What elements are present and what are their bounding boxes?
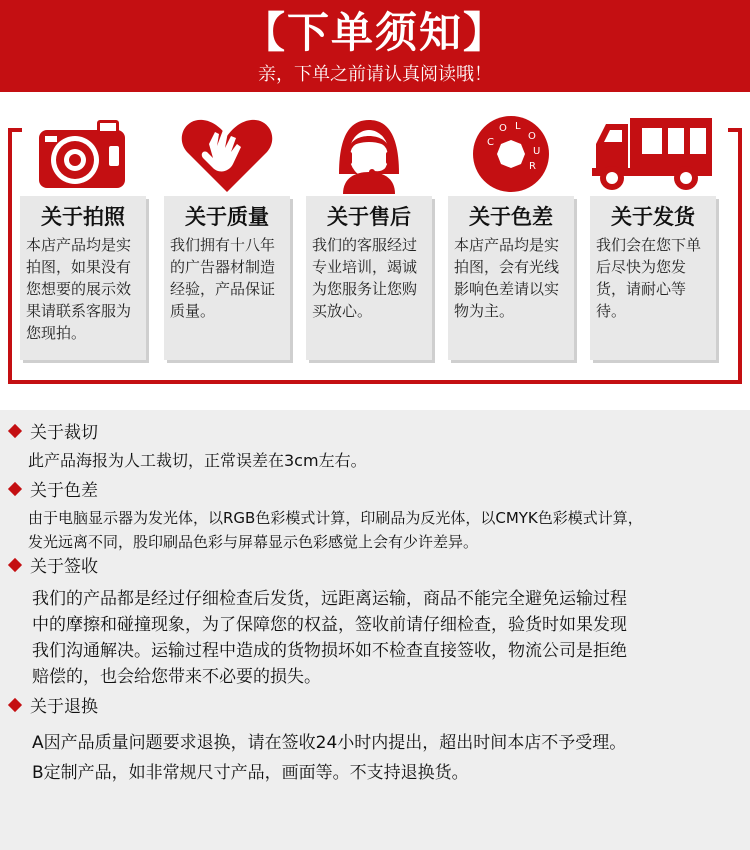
notes-section	[0, 410, 750, 850]
card-color	[448, 112, 574, 360]
note-heading	[10, 556, 98, 578]
diamond-bullet-icon	[8, 698, 22, 712]
color-letter: O	[528, 131, 536, 142]
card-title: 关于发货	[611, 205, 695, 229]
note-line: 我们的产品都是经过仔细检查后发货，远距离运输，商品不能完全避免运输过程	[32, 589, 627, 609]
card-title: 关于质量	[185, 205, 269, 229]
camera-icon	[20, 112, 146, 196]
card-text: 我们拥有十八年的广告器材制造经验，产品保证质量。	[170, 236, 276, 320]
card-title: 关于售后	[327, 205, 411, 229]
card-panel	[164, 196, 290, 360]
card-text: 我们会在您下单后尽快为您发货，请耐心等待。	[596, 236, 702, 320]
note-heading	[10, 422, 98, 444]
heart-hand-icon	[164, 112, 290, 196]
note-line: 发光远离不同，股印刷品色彩与屏幕显示色彩感觉上会有少许差异。	[28, 533, 479, 551]
color-letter: L	[515, 121, 521, 132]
color-letter: C	[487, 137, 494, 148]
note-title: 关于裁切	[30, 423, 98, 443]
note-title: 关于色差	[30, 481, 98, 501]
page-subtitle: 亲，下单之前请认真阅读哦！	[258, 64, 492, 85]
color-letter: O	[499, 123, 507, 134]
note-line: 中的摩擦和碰撞现象，为了保障您的权益，签收前请仔细检查，验货时如果发现	[32, 615, 627, 635]
note-line: B定制产品，如非常规尺寸产品，画面等。不支持退换货。	[32, 763, 469, 783]
note-body	[32, 586, 742, 690]
color-wheel-icon	[448, 112, 574, 196]
note-body	[28, 448, 738, 473]
card-text: 我们的客服经过专业培训，竭诚为您服务让您购买放心。	[312, 236, 418, 320]
card-shipping	[590, 112, 716, 360]
card-photo	[20, 112, 146, 360]
header-banner	[0, 0, 750, 92]
customer-service-icon	[306, 112, 432, 196]
note-line: A因产品质量问题要求退换，请在签收24小时内提出，超出时间本店不予受理。	[32, 733, 627, 753]
card-title: 关于拍照	[41, 205, 125, 229]
note-line: 由于电脑显示器为发光体，以RGB色彩模式计算，印刷品为反光体，以CMYK色彩模式计算，	[28, 509, 643, 527]
card-title: 关于色差	[469, 205, 553, 229]
note-heading	[10, 480, 98, 502]
note-line: 赔偿的，也会给您带来不必要的损失。	[32, 667, 321, 687]
card-panel	[448, 196, 574, 360]
card-panel	[306, 196, 432, 360]
page-title: 【下单须知】	[242, 8, 507, 57]
note-line: 我们沟通解决。运输过程中造成的货物损坏如不检查直接签收，物流公司是拒绝	[32, 641, 627, 661]
card-aftersale	[306, 112, 432, 360]
note-heading	[10, 696, 98, 718]
note-body	[32, 728, 742, 788]
card-text: 本店产品均是实拍图，如果没有您想要的展示效果请联系客服为您现拍。	[26, 236, 132, 342]
truck-icon	[590, 112, 716, 196]
color-letter: R	[529, 161, 536, 172]
note-title: 关于签收	[30, 557, 98, 577]
color-letter: U	[533, 146, 541, 157]
frame-corner-right	[728, 128, 742, 132]
note-line: 此产品海报为人工裁切，正常误差在3cm左右。	[28, 451, 367, 470]
note-body	[28, 506, 738, 554]
diamond-bullet-icon	[8, 558, 22, 572]
card-text: 本店产品均是实拍图，会有光线影响色差请以实物为主。	[454, 236, 560, 320]
note-title: 关于退换	[30, 697, 98, 717]
diamond-bullet-icon	[8, 424, 22, 438]
card-panel	[20, 196, 146, 360]
card-panel	[590, 196, 716, 360]
card-quality	[164, 112, 290, 360]
diamond-bullet-icon	[8, 482, 22, 496]
